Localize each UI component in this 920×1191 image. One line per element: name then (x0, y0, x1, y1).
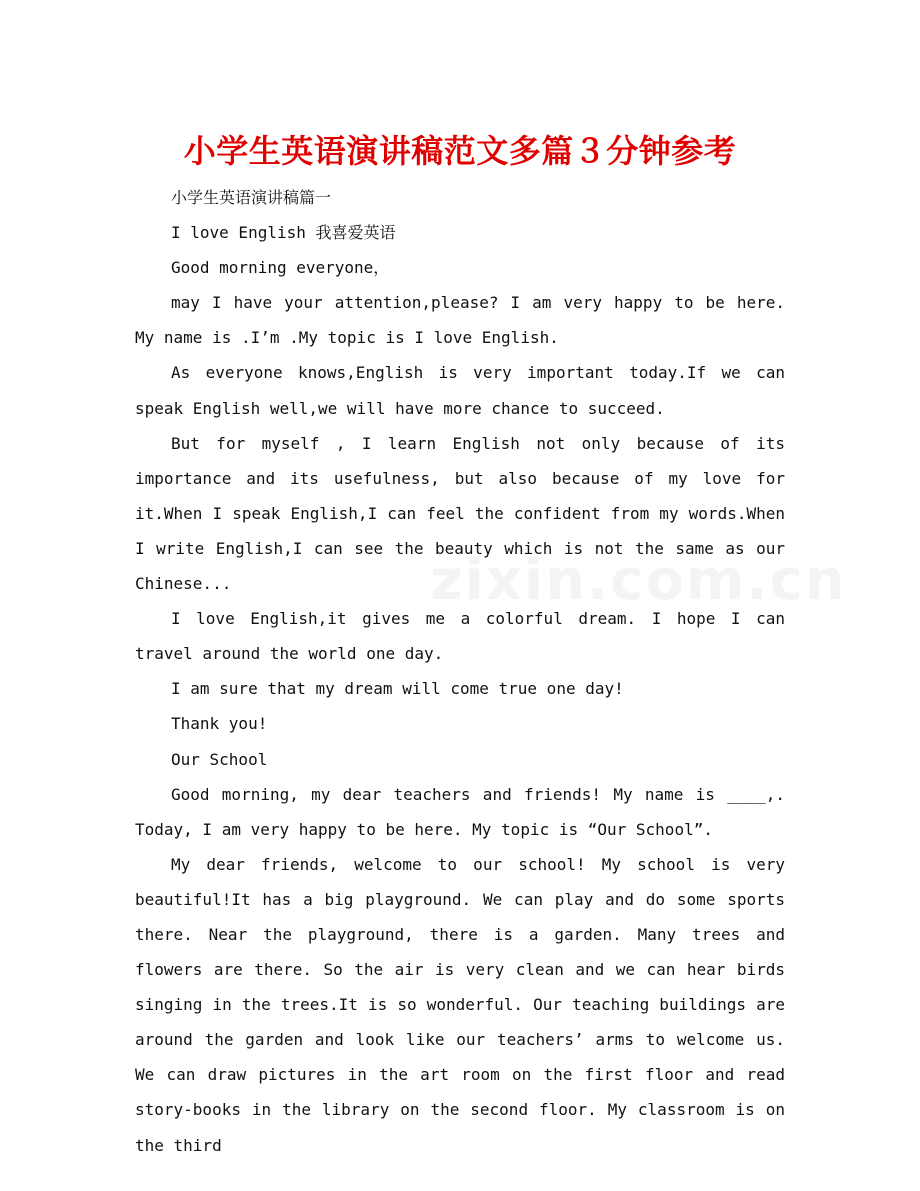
paragraph-heading-1: 小学生英语演讲稿篇一 (171, 188, 332, 207)
paragraph-importance: As everyone knows,English is very important today.If we can speak English well,we will have more chance to succeed. (135, 363, 785, 418)
paragraph-love-english: But for myself , I learn English not only because of its importance and its usefulness, but also because of my love for it.When I speak English,I can feel the confident from my words.When I write English,I can see the beauty which is not the same as our Chinese... (135, 433, 785, 594)
paragraph-come-true: I am sure that my dream will come true one day! (171, 679, 624, 699)
paragraph-greeting: Good morning everyone， (171, 258, 390, 278)
paragraph-dream: I love English,it gives me a colorful dream. I hope I can travel around the world one day. (135, 609, 785, 664)
paragraph-introduction: may I have your attention,please? I am very happy to be here. My name is .I’m .My topic is I love English. (135, 293, 785, 348)
paragraph-school-description: My dear friends, welcome to our school! My school is very beautiful!It has a big playground. We can play and do some sports there. Near the playground, there is a garden. Many trees and flowers are there. So the air is very clean and we can hear birds singing in the trees.It is so wonderful. Our teaching buildings are around the garden and look like our teachers’ arms to welcome us. We can draw pictures in the art room on the first floor and read story-books in the library on the second floor. My classroom is on the third (135, 854, 785, 1155)
paragraph-speech-title: I love English 我喜爱英语 (171, 223, 396, 243)
paragraph-thanks: Thank you! (171, 714, 268, 734)
document-title: 小学生英语演讲稿范文多篇３分钟参考 (183, 132, 737, 170)
document-body (135, 180, 785, 1163)
paragraph-school-greeting: Good morning, my dear teachers and friends! My name is ____,. Today, I am very happy to be here. My topic is “Our School”. (135, 784, 785, 839)
paragraph-heading-our-school: Our School (171, 749, 268, 769)
